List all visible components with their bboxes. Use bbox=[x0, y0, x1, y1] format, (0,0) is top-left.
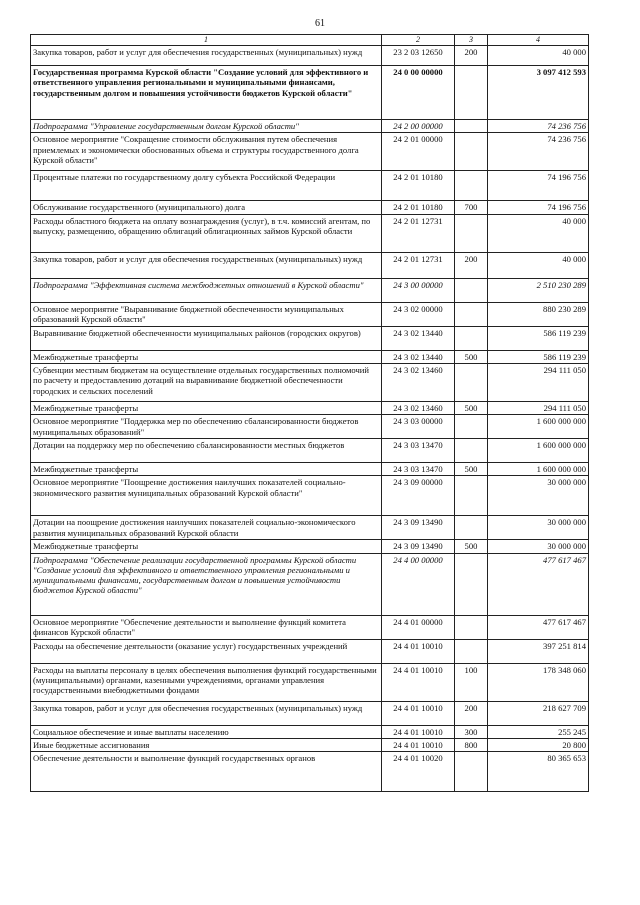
row-amount-cell: 586 119 239 bbox=[488, 350, 589, 363]
page-number: 61 bbox=[315, 18, 325, 29]
table-row bbox=[31, 553, 589, 615]
column-header-code: 2 bbox=[382, 35, 455, 46]
row-name-cell: Государственная программа Курской области "Создание условий для эффективного и ответственного управления региональными и муниципальными финансами, государственным долгом и повышения устойчивости бюджетов Курской области" bbox=[31, 66, 382, 120]
row-amount-cell: 255 245 bbox=[488, 725, 589, 738]
row-name-cell: Основное мероприятие "Выравнивание бюджетной обеспеченности муниципальных образований Курской области" bbox=[31, 302, 382, 326]
table-row bbox=[31, 326, 589, 350]
row-name-cell: Выравнивание бюджетной обеспеченности муниципальных районов (городских округов) bbox=[31, 326, 382, 350]
row-amount-cell: 20 800 bbox=[488, 738, 589, 751]
row-expense-type-cell: 300 bbox=[455, 725, 488, 738]
table-row bbox=[31, 476, 589, 516]
row-amount-cell: 74 196 756 bbox=[488, 171, 589, 201]
row-expense-type-cell bbox=[455, 415, 488, 439]
row-code-cell: 24 3 03 13470 bbox=[382, 462, 455, 475]
table-row bbox=[31, 252, 589, 278]
table-row bbox=[31, 438, 589, 462]
row-amount-cell: 30 000 000 bbox=[488, 476, 589, 516]
row-name-cell: Процентные платежи по государственному долгу субъекта Российской Федерации bbox=[31, 171, 382, 201]
row-name-cell: Закупка товаров, работ и услуг для обеспечения государственных (муниципальных) нужд bbox=[31, 701, 382, 725]
table-row bbox=[31, 752, 589, 792]
row-name-cell: Дотации на поощрение достижения наилучших показателей социально-экономического развития муниципальных образований Курской области bbox=[31, 516, 382, 540]
table-row bbox=[31, 415, 589, 439]
row-amount-cell: 218 627 709 bbox=[488, 701, 589, 725]
table-row bbox=[31, 171, 589, 201]
row-expense-type-cell: 500 bbox=[455, 540, 488, 553]
row-expense-type-cell: 800 bbox=[455, 738, 488, 751]
row-expense-type-cell bbox=[455, 278, 488, 302]
row-amount-cell: 178 348 060 bbox=[488, 663, 589, 701]
row-code-cell: 24 3 00 00000 bbox=[382, 278, 455, 302]
row-amount-cell: 477 617 467 bbox=[488, 553, 589, 615]
row-amount-cell: 586 119 239 bbox=[488, 326, 589, 350]
row-code-cell: 24 3 09 13490 bbox=[382, 540, 455, 553]
row-name-cell: Основное мероприятие "Поддержка мер по обеспечению сбалансированности бюджетов муниципальных образований" bbox=[31, 415, 382, 439]
row-name-cell: Межбюджетные трансферты bbox=[31, 350, 382, 363]
row-amount-cell: 30 000 000 bbox=[488, 516, 589, 540]
row-code-cell: 24 2 01 10180 bbox=[382, 201, 455, 214]
table-row bbox=[31, 663, 589, 701]
row-amount-cell: 880 230 289 bbox=[488, 302, 589, 326]
budget-table bbox=[30, 34, 589, 792]
row-code-cell: 24 4 00 00000 bbox=[382, 553, 455, 615]
row-name-cell: Расходы областного бюджета на оплату вознаграждения (услуг), в т.ч. комиссий агентам, по выпуску, размещению, обращению облигаций облигационных займов Курской области bbox=[31, 214, 382, 252]
row-expense-type-cell bbox=[455, 476, 488, 516]
row-name-cell: Обеспечение деятельности и выполнение функций государственных органов bbox=[31, 752, 382, 792]
row-amount-cell: 80 365 653 bbox=[488, 752, 589, 792]
row-expense-type-cell: 200 bbox=[455, 46, 488, 66]
table-row bbox=[31, 120, 589, 133]
row-code-cell: 24 3 02 13460 bbox=[382, 401, 455, 414]
row-code-cell: 24 3 09 13490 bbox=[382, 516, 455, 540]
row-name-cell: Расходы на выплаты персоналу в целях обеспечения выполнения функций государственными (муниципальными) органами, казенными учреждениями, органами управления государственными внебюджетными фондами bbox=[31, 663, 382, 701]
row-name-cell: Межбюджетные трансферты bbox=[31, 540, 382, 553]
table-row bbox=[31, 302, 589, 326]
row-amount-cell: 477 617 467 bbox=[488, 615, 589, 639]
row-amount-cell: 74 236 756 bbox=[488, 133, 589, 171]
row-code-cell: 24 2 01 00000 bbox=[382, 133, 455, 171]
row-code-cell: 24 3 09 00000 bbox=[382, 476, 455, 516]
table-row bbox=[31, 725, 589, 738]
row-amount-cell: 294 111 050 bbox=[488, 363, 589, 401]
row-amount-cell: 30 000 000 bbox=[488, 540, 589, 553]
row-expense-type-cell bbox=[455, 66, 488, 120]
row-code-cell: 24 3 02 13440 bbox=[382, 326, 455, 350]
row-name-cell: Обслуживание государственного (муниципального) долга bbox=[31, 201, 382, 214]
column-header-name: 1 bbox=[31, 35, 382, 46]
row-expense-type-cell: 500 bbox=[455, 350, 488, 363]
row-name-cell: Социальное обеспечение и иные выплаты населению bbox=[31, 725, 382, 738]
row-code-cell: 24 4 01 10010 bbox=[382, 738, 455, 751]
row-expense-type-cell bbox=[455, 553, 488, 615]
row-code-cell: 24 3 02 13460 bbox=[382, 363, 455, 401]
row-amount-cell: 40 000 bbox=[488, 214, 589, 252]
row-code-cell: 24 2 01 12731 bbox=[382, 252, 455, 278]
budget-table-body bbox=[31, 46, 589, 792]
row-expense-type-cell bbox=[455, 133, 488, 171]
row-name-cell: Межбюджетные трансферты bbox=[31, 401, 382, 414]
row-code-cell: 24 4 01 00000 bbox=[382, 615, 455, 639]
row-expense-type-cell bbox=[455, 326, 488, 350]
row-expense-type-cell bbox=[455, 752, 488, 792]
row-amount-cell: 1 600 000 000 bbox=[488, 462, 589, 475]
table-row bbox=[31, 701, 589, 725]
row-expense-type-cell bbox=[455, 363, 488, 401]
row-code-cell: 24 3 02 13440 bbox=[382, 350, 455, 363]
table-row bbox=[31, 214, 589, 252]
row-name-cell: Субвенции местным бюджетам на осуществление отдельных государственных полномочий по расчету и предоставлению дотаций на выравнивание бюджетной обеспеченности городских и сельских поселений bbox=[31, 363, 382, 401]
row-code-cell: 24 2 01 10180 bbox=[382, 171, 455, 201]
row-code-cell: 24 4 01 10010 bbox=[382, 639, 455, 663]
row-expense-type-cell: 700 bbox=[455, 201, 488, 214]
row-code-cell: 24 0 00 00000 bbox=[382, 66, 455, 120]
row-expense-type-cell: 200 bbox=[455, 701, 488, 725]
row-expense-type-cell bbox=[455, 438, 488, 462]
row-amount-cell: 397 251 814 bbox=[488, 639, 589, 663]
row-name-cell: Дотации на поддержку мер по обеспечению сбалансированности местных бюджетов bbox=[31, 438, 382, 462]
row-amount-cell: 74 236 756 bbox=[488, 120, 589, 133]
column-header-expense-type: 3 bbox=[455, 35, 488, 46]
row-expense-type-cell bbox=[455, 214, 488, 252]
row-expense-type-cell: 500 bbox=[455, 401, 488, 414]
row-expense-type-cell: 200 bbox=[455, 252, 488, 278]
table-row bbox=[31, 278, 589, 302]
row-name-cell: Закупка товаров, работ и услуг для обеспечения государственных (муниципальных) нужд bbox=[31, 46, 382, 66]
row-name-cell: Основное мероприятие "Поощрение достижения наилучших показателей социально-экономического развития муниципальных образований Курской области" bbox=[31, 476, 382, 516]
row-name-cell: Межбюджетные трансферты bbox=[31, 462, 382, 475]
column-number-row bbox=[31, 35, 589, 46]
row-code-cell: 24 4 01 10010 bbox=[382, 663, 455, 701]
table-row bbox=[31, 201, 589, 214]
table-row bbox=[31, 401, 589, 414]
row-amount-cell: 1 600 000 000 bbox=[488, 438, 589, 462]
row-name-cell: Закупка товаров, работ и услуг для обеспечения государственных (муниципальных) нужд bbox=[31, 252, 382, 278]
row-name-cell: Иные бюджетные ассигнования bbox=[31, 738, 382, 751]
table-row bbox=[31, 46, 589, 66]
row-code-cell: 24 3 02 00000 bbox=[382, 302, 455, 326]
row-amount-cell: 1 600 000 000 bbox=[488, 415, 589, 439]
row-expense-type-cell bbox=[455, 302, 488, 326]
row-amount-cell: 3 097 412 593 bbox=[488, 66, 589, 120]
row-amount-cell: 2 510 230 289 bbox=[488, 278, 589, 302]
row-code-cell: 24 2 00 00000 bbox=[382, 120, 455, 133]
column-header-amount: 4 bbox=[488, 35, 589, 46]
table-row bbox=[31, 363, 589, 401]
row-name-cell: Подпрограмма "Эффективная система межбюджетных отношений в Курской области" bbox=[31, 278, 382, 302]
row-name-cell: Подпрограмма "Управление государственным долгом Курской области" bbox=[31, 120, 382, 133]
row-code-cell: 24 4 01 10020 bbox=[382, 752, 455, 792]
row-code-cell: 23 2 03 12650 bbox=[382, 46, 455, 66]
table-row bbox=[31, 133, 589, 171]
row-expense-type-cell: 500 bbox=[455, 462, 488, 475]
table-row bbox=[31, 462, 589, 475]
table-row bbox=[31, 615, 589, 639]
row-code-cell: 24 3 03 13470 bbox=[382, 438, 455, 462]
row-amount-cell: 40 000 bbox=[488, 46, 589, 66]
table-row bbox=[31, 540, 589, 553]
row-expense-type-cell: 100 bbox=[455, 663, 488, 701]
row-expense-type-cell bbox=[455, 516, 488, 540]
row-code-cell: 24 2 01 12731 bbox=[382, 214, 455, 252]
table-row bbox=[31, 350, 589, 363]
row-code-cell: 24 4 01 10010 bbox=[382, 701, 455, 725]
row-amount-cell: 40 000 bbox=[488, 252, 589, 278]
row-expense-type-cell bbox=[455, 639, 488, 663]
row-name-cell: Основное мероприятие "Обеспечение деятельности и выполнение функций комитета финансов Курской области" bbox=[31, 615, 382, 639]
table-row bbox=[31, 639, 589, 663]
row-code-cell: 24 4 01 10010 bbox=[382, 725, 455, 738]
row-amount-cell: 74 196 756 bbox=[488, 201, 589, 214]
table-row bbox=[31, 516, 589, 540]
row-expense-type-cell bbox=[455, 615, 488, 639]
table-row bbox=[31, 66, 589, 120]
row-expense-type-cell bbox=[455, 171, 488, 201]
row-name-cell: Расходы на обеспечение деятельности (оказание услуг) государственных учреждений bbox=[31, 639, 382, 663]
row-code-cell: 24 3 03 00000 bbox=[382, 415, 455, 439]
row-name-cell: Основное мероприятие "Сокращение стоимости обслуживания путем обеспечения приемлемых и экономически обоснованных объема и структуры государственного долга Курской области" bbox=[31, 133, 382, 171]
row-amount-cell: 294 111 050 bbox=[488, 401, 589, 414]
row-expense-type-cell bbox=[455, 120, 488, 133]
table-row bbox=[31, 738, 589, 751]
row-name-cell: Подпрограмма "Обеспечение реализации государственной программы Курской области "Создание условий для эффективного и ответственного управления региональными и муниципальными финансами, государственным долгом и повышения устойчивости бюджетов Курской области" bbox=[31, 553, 382, 615]
